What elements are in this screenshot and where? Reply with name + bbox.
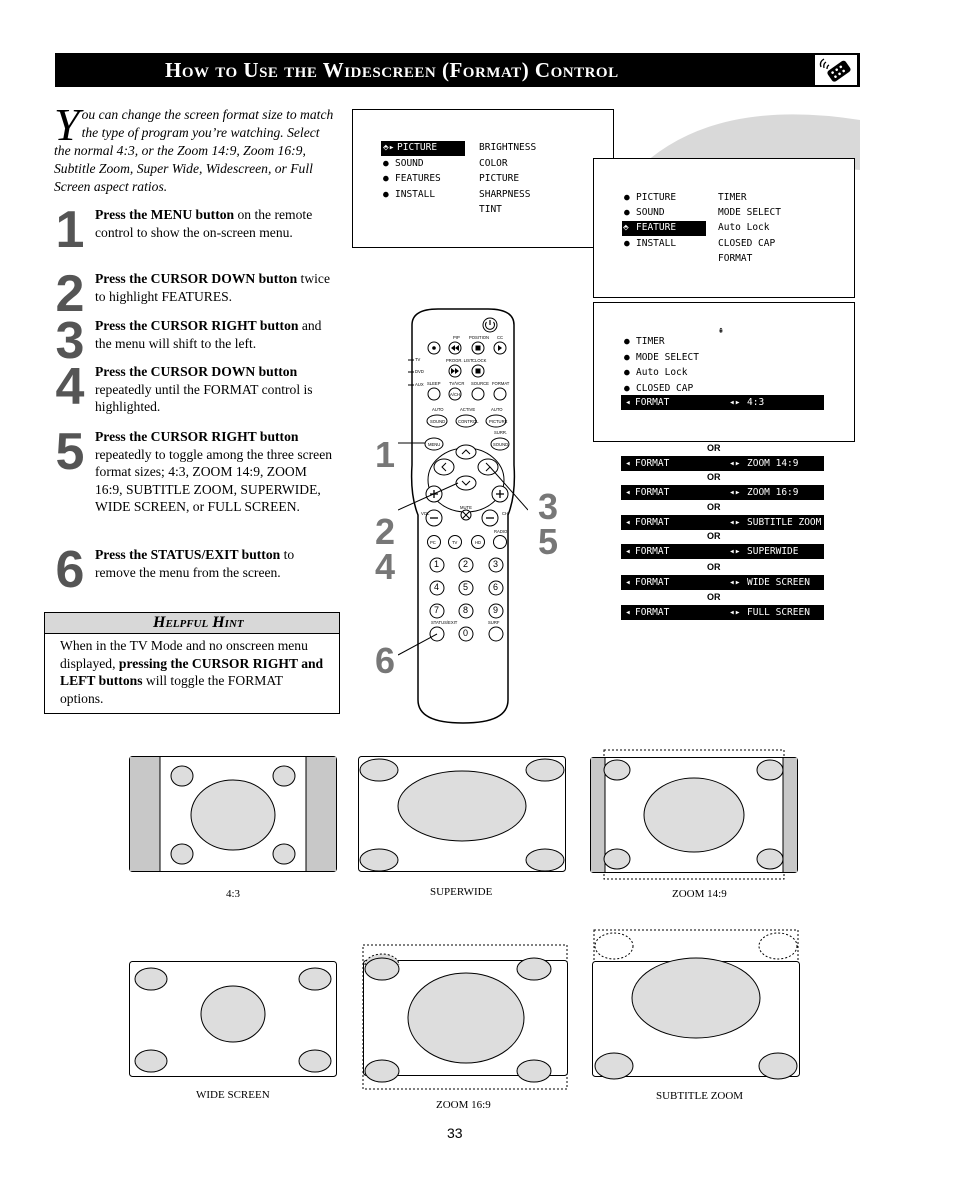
remote-label-progr-list: PROGR. LIST (446, 358, 473, 363)
step-6-bold: Press the STATUS/EXIT button (95, 547, 281, 562)
remote-label-auto: AUTO (491, 407, 503, 412)
step-5-rest: repeatedly to toggle among the three screen format sizes; 4:3, ZOOM 14:9, ZOOM 16:9, SUBTITLE ZOOM, SUPERWIDE, WIDE SCREEN, or FULL SCREEN. (95, 446, 333, 515)
menu3-bullet-icon: ● (624, 352, 630, 363)
left-arrow-icon: ◂ (625, 397, 631, 408)
format-bar-4-3 (621, 395, 824, 410)
menu1-cursor-icon: ⬘▸ (383, 142, 395, 153)
left-arrow-icon: ◂ (625, 517, 631, 528)
osd-main-menu (352, 109, 614, 248)
remote-label-surr: SURR. (494, 430, 508, 435)
remote-digit-button: 0 (463, 628, 469, 638)
menu1-sub-color: COLOR (479, 158, 508, 169)
right-arrow-icon: ◂▸ (729, 577, 741, 588)
remote-label-sound: SOUND (493, 442, 509, 447)
menu1-bullet-icon: ● (383, 189, 389, 200)
remote-label-tvvcr: TV/VCR (449, 381, 465, 386)
screen-diagram-subtitle-zoom (590, 928, 802, 1080)
menu2-bullet-icon: ● (624, 207, 630, 218)
screen-caption-subtitle-zoom: SUBTITLE ZOOM (656, 1090, 744, 1102)
menu2-item-feature: FEATURE (636, 222, 677, 233)
intro-paragraph (54, 99, 339, 196)
menu2-sub-mode-select: MODE SELECT (718, 207, 781, 218)
menu3-bullet-icon: ● (624, 336, 630, 347)
step-4-bold: Press the CURSOR DOWN button (95, 364, 298, 379)
step-number-1: 1 (55, 201, 85, 259)
format-bar-zoom-16-9 (621, 485, 824, 500)
menu3-item-mode-select: MODE SELECT (636, 352, 699, 363)
format-label: FORMAT (635, 458, 670, 469)
scroll-up-icon: ⇞ (718, 325, 724, 336)
step-number-6: 6 (55, 541, 85, 599)
remote-label-format: FORMAT (492, 381, 510, 386)
screen-diagram-superwide (358, 756, 567, 873)
step-3-bold: Press the CURSOR RIGHT button (95, 318, 299, 333)
left-arrow-icon: ◂ (625, 458, 631, 469)
remote-label-dvd: DVD (415, 369, 424, 374)
step-number-4: 4 (55, 358, 85, 416)
menu2-sub-auto-lock: Auto Lock (718, 222, 770, 233)
callout-step-3: 3 (538, 486, 559, 527)
right-arrow-icon: ◂▸ (729, 546, 741, 557)
menu2-item-install: INSTALL (636, 238, 677, 249)
menu2-updown-icon: ⬘ (623, 222, 629, 233)
remote-label-status-exit: STATUS/EXIT (431, 620, 458, 625)
helpful-hint-box (44, 612, 340, 714)
remote-label-control: CONTROL (458, 419, 479, 424)
step-4-text (95, 363, 337, 416)
format-label: FORMAT (635, 607, 670, 618)
page-title: How to Use the Widescreen (Format) Control (165, 58, 619, 82)
step-1-rest: on the remote control to show the on-screen menu. (95, 207, 313, 240)
remote-label-tv: TV (415, 357, 421, 362)
right-arrow-icon: ◂▸ (729, 458, 741, 469)
remote-label-sleep: SLEEP (427, 381, 441, 386)
menu1-sub-sharpness: SHARPNESS (479, 189, 531, 200)
remote-digit-button: 6 (493, 582, 499, 592)
format-value: SUBTITLE ZOOM (747, 517, 822, 528)
osd-features-menu (593, 158, 855, 298)
step-1-bold: Press the MENU button (95, 207, 235, 222)
remote-label-ch: CH (502, 511, 509, 516)
remote-label-radio: RADIO (494, 529, 508, 534)
screen-caption-4-3: 4:3 (226, 888, 241, 900)
step-6-rest: to remove the menu from the screen. (95, 547, 295, 580)
left-arrow-icon: ◂ (625, 487, 631, 498)
step-5-text (95, 428, 337, 516)
remote-label-position: POSITION (469, 335, 490, 340)
menu1-item-install: INSTALL (395, 189, 436, 200)
hint-title: Helpful Hint (153, 614, 244, 631)
remote-button-hd: HD (475, 540, 482, 545)
menu3-bullet-icon: ● (624, 383, 630, 394)
intro-text: ou can change the screen format size to match the type of program you’re watching. Select the normal 4:3, or the Zoom 14:9, Zoom 16:9, Subtitle Zoom, Super Wide, Widescreen, or Full Screen aspect ratios. (54, 107, 334, 194)
menu2-item-sound: SOUND (636, 207, 665, 218)
remote-label-surf: SURF (488, 620, 500, 625)
menu1-item-picture: PICTURE (397, 142, 438, 153)
format-value: 4:3 (747, 397, 765, 408)
screen-diagram-wide-screen (129, 961, 338, 1078)
step-4-rest: repeatedly until the FORMAT control is highlighted. (95, 381, 313, 415)
format-label: FORMAT (635, 546, 670, 557)
remote-digit-button: 4 (434, 582, 440, 592)
or-label: OR (707, 472, 721, 482)
remote-label-pip: PIP (453, 335, 460, 340)
hint-text (60, 637, 328, 707)
menu2-bullet-icon: ● (624, 238, 630, 249)
menu2-sub-timer: TIMER (718, 192, 747, 203)
step-1-text (95, 206, 337, 241)
remote-digit-button: 7 (434, 605, 440, 615)
remote-label-aux: AUX (415, 382, 424, 387)
step-2-rest: twice to highlight FEATURES. (95, 271, 330, 304)
remote-digit-button: 3 (493, 559, 499, 569)
osd-format-menu (593, 302, 855, 442)
format-value: ZOOM 14:9 (747, 458, 799, 469)
menu1-item-sound: SOUND (395, 158, 424, 169)
callout-step-4: 4 (375, 546, 396, 587)
format-label: FORMAT (635, 397, 670, 408)
remote-button-tv: TV (452, 540, 458, 545)
format-bar-subtitle-zoom (621, 515, 824, 530)
format-label: FORMAT (635, 487, 670, 498)
remote-digit-button: 8 (463, 605, 469, 615)
format-label: FORMAT (635, 517, 670, 528)
remote-label-ahch: A/CH (450, 392, 461, 397)
step-2-bold: Press the CURSOR DOWN button (95, 271, 298, 286)
menu1-sub-picture: PICTURE (479, 173, 520, 184)
hint-text-a: When in the TV Mode and no onscreen menu displayed, (60, 638, 308, 671)
callout-step-5: 5 (538, 521, 559, 562)
page-number: 33 (447, 1125, 463, 1141)
screen-diagram-zoom-14-9 (588, 748, 800, 881)
step-3-rest: and the menu will shift to the left. (95, 318, 322, 351)
menu2-sub-closed-cap: CLOSED CAP (718, 238, 776, 249)
callout-step-2: 2 (375, 511, 396, 552)
or-label: OR (707, 443, 721, 453)
remote-label-cc: CC (497, 335, 504, 340)
remote-digit-button: 1 (434, 559, 440, 569)
callout-step-6: 6 (375, 640, 396, 681)
step-number-5: 5 (55, 423, 85, 481)
right-arrow-icon: ◂▸ (729, 607, 741, 618)
format-value: SUPERWIDE (747, 546, 799, 557)
remote-digit-button: 5 (463, 582, 469, 592)
hint-text-bold: pressing the CURSOR RIGHT and LEFT buttons (60, 655, 324, 689)
remote-control-icon (815, 55, 857, 85)
menu1-bullet-icon: ● (383, 158, 389, 169)
remote-label-picture: PICTURE (489, 419, 508, 424)
remote-label-mute: MUTE (460, 505, 472, 510)
format-value: FULL SCREEN (747, 607, 810, 618)
drop-cap: Y (54, 99, 80, 150)
remote-label-source: SOURCE (471, 381, 489, 386)
menu3-item-auto-lock: Auto Lock (636, 367, 688, 378)
right-arrow-icon: ◂▸ (729, 487, 741, 498)
screen-diagram-zoom-16-9 (361, 943, 571, 1093)
or-label: OR (707, 531, 721, 541)
title-bar (55, 53, 860, 87)
remote-label-clock: CLOCK (472, 358, 487, 363)
menu3-item-timer: TIMER (636, 336, 665, 347)
format-bar-full-screen (621, 605, 824, 620)
remote-digit-button: 9 (493, 605, 499, 615)
menu1-sub-brightness: BRIGHTNESS (479, 142, 537, 153)
screen-caption-zoom-16-9: ZOOM 16:9 (436, 1099, 491, 1111)
right-arrow-icon: ◂▸ (729, 517, 741, 528)
or-label: OR (707, 562, 721, 572)
step-number-3: 3 (55, 312, 85, 370)
step-number-2: 2 (55, 265, 85, 323)
format-value: ZOOM 16:9 (747, 487, 799, 498)
remote-label-active: ACTIVE (460, 407, 476, 412)
menu3-bullet-icon: ● (624, 367, 630, 378)
or-label: OR (707, 592, 721, 602)
format-value: WIDE SCREEN (747, 577, 810, 588)
menu2-item-picture: PICTURE (636, 192, 677, 203)
menu3-item-closed-cap: CLOSED CAP (636, 383, 694, 394)
remote-label-menu: MENU (428, 442, 441, 447)
menu2-sub-format: FORMAT (718, 253, 753, 264)
screen-caption-zoom-14-9: ZOOM 14:9 (672, 888, 727, 900)
format-label: FORMAT (635, 577, 670, 588)
screen-caption-superwide: SUPERWIDE (430, 886, 493, 898)
remote-label-auto: AUTO (432, 407, 444, 412)
remote-label-sound: SOUND (430, 419, 446, 424)
remote-digit-button: 2 (463, 559, 469, 569)
right-arrow-icon: ◂▸ (729, 397, 741, 408)
menu1-bullet-icon: ● (383, 173, 389, 184)
left-arrow-icon: ◂ (625, 546, 631, 557)
step-2-text (95, 270, 337, 305)
format-bar-wide-screen (621, 575, 824, 590)
menu2-bullet-icon: ● (624, 192, 630, 203)
menu1-item-features: FEATURES (395, 173, 441, 184)
step-5-bold: Press the CURSOR RIGHT button (95, 429, 299, 444)
hint-header (45, 613, 339, 634)
format-bar-superwide (621, 544, 824, 559)
screen-caption-wide-screen: WIDE SCREEN (196, 1089, 270, 1101)
callout-step-1: 1 (375, 434, 396, 475)
screen-diagram-4-3 (129, 756, 338, 873)
remote-digits (398, 305, 528, 725)
menu1-sub-tint: TINT (479, 204, 502, 215)
remote-label-vol: VOL (421, 511, 430, 516)
or-label: OR (707, 502, 721, 512)
step-3-text (95, 317, 337, 352)
hint-text-b: will toggle the FORMAT options. (60, 673, 283, 706)
remote-button-pc: PC (430, 540, 436, 545)
left-arrow-icon: ◂ (625, 577, 631, 588)
format-bar-zoom-14-9 (621, 456, 824, 471)
left-arrow-icon: ◂ (625, 607, 631, 618)
step-6-text (95, 546, 337, 581)
